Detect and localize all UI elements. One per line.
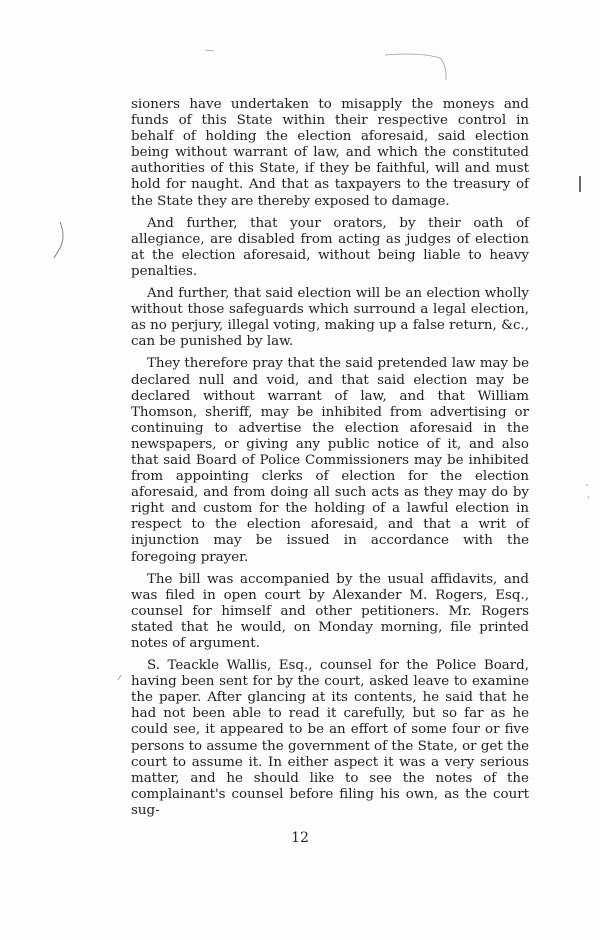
paragraph-6: S. Teackle Wallis, Esq., counsel for the Police Board, having been sent for by the court, asked leave to examine the paper. After glancing at its contents, he said that he had not been able to read it carefully, but so far as he could see, it appeared to be an effort of some four or five persons to assume the government of the State, or get the court to assume it. In either aspect it was a very serious matter, and he should like to see the notes of the complainant's counsel before filing his own, as the court sug- — [131, 658, 529, 818]
right-margin-dot-mark — [586, 484, 589, 498]
paragraph-2: And further, that your orators, by their oath of allegiance, are disabled from acting as judges of election at the election aforesaid, without being liable to heavy penalties. — [131, 215, 529, 279]
body-text — [131, 97, 529, 825]
paragraph-1: sioners have undertaken to misapply the moneys and funds of this State within their respective control in behalf of holding the election aforesaid, said election being without warrant of law, and which the constituted authorities of this State, if they be faithful, will and must hold for naught. And that as taxpayers to the treasury of the State they are thereby exposed to damage. — [131, 97, 529, 209]
paragraph-3: And further, that said election will be an election wholly without those safeguards which surround a legal election, as no perjury, illegal voting, making up a false return, &c., can be punished by law. — [131, 286, 529, 350]
left-margin-pencil-mark — [54, 222, 63, 258]
paragraph-4: They therefore pray that the said pretended law may be declared null and void, and that said election may be declared without warrant of law, and that William Thomson, sheriff, may be inhibited from advertising or continuing to advertise the election aforesaid in the newspapers, or giving any public notice of it, and also that said Board of Police Commissioners may be inhibited from appointing clerks of election for the election aforesaid, and from doing all such acts as they may do by right and custom for the holding of a lawful election in respect to the election aforesaid, and that a writ of injunction may be issued in accordance with the foregoing prayer. — [131, 356, 529, 565]
paragraph-5: The bill was accompanied by the usual affidavits, and was filed in open court by Alexander M. Rogers, Esq., counsel for himself and other petitioners. Mr. Rogers stated that he would, on Monday morning, file printed notes of argument. — [131, 571, 529, 651]
top-dash-mark — [205, 50, 214, 51]
page-number: 12 — [291, 830, 309, 846]
top-scribble-mark — [385, 54, 446, 80]
left-margin-tick-mark — [118, 675, 121, 680]
